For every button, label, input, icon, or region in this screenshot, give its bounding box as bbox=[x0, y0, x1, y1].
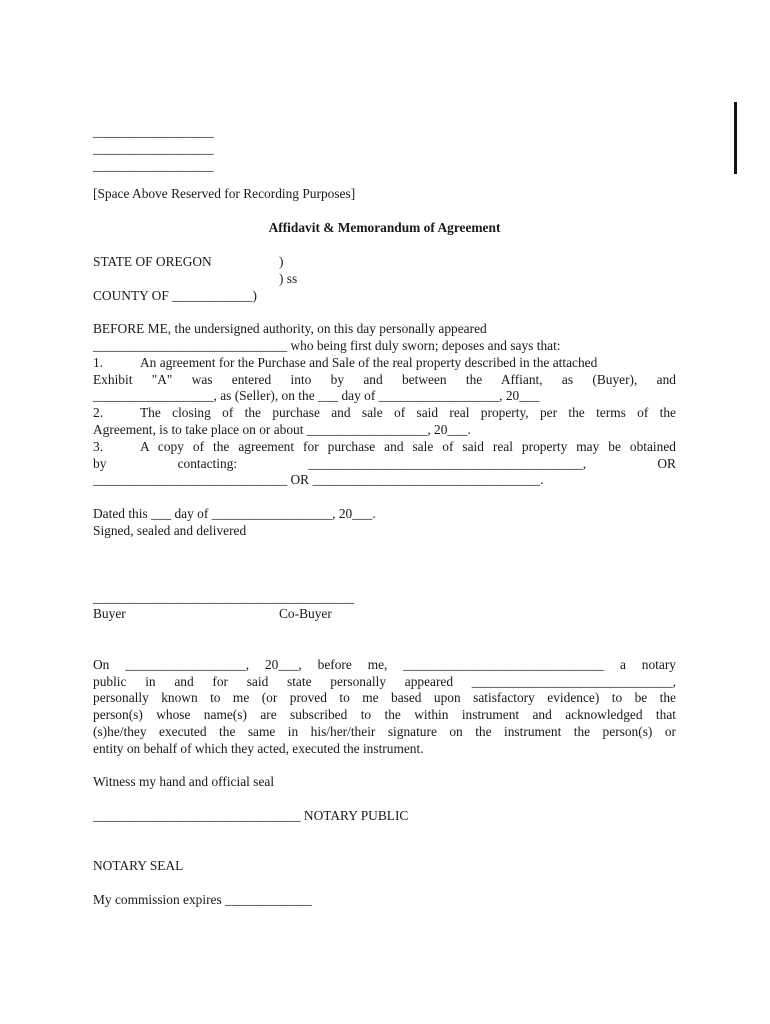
statement-text: An agreement for the Purchase and Sale of the real property described in the attached bbox=[140, 354, 598, 370]
statement-3 bbox=[93, 439, 676, 456]
contact-blank: _________________________________________, bbox=[308, 455, 587, 471]
ss-label: ) ss bbox=[279, 270, 298, 286]
intro-line-2: _____________________________ who being first duly sworn; deposes and says that: bbox=[93, 337, 561, 353]
intro-text: BEFORE ME, the undersigned authority, on this day personally appeared bbox=[93, 321, 487, 337]
buyer-label: Buyer bbox=[93, 606, 126, 622]
venue-caption bbox=[93, 254, 676, 304]
statement-number: 3. bbox=[93, 438, 104, 454]
affidavit-statements bbox=[93, 321, 676, 489]
statement-3-line-3: _____________________________ OR __________________________________. bbox=[93, 472, 544, 488]
statement-3-line-2 bbox=[93, 456, 676, 473]
notary-seal-label: NOTARY SEAL bbox=[93, 858, 184, 874]
recording-blank-line: __________________ bbox=[93, 124, 214, 139]
statement-1 bbox=[93, 355, 676, 372]
or-word: OR bbox=[657, 455, 676, 471]
statement-1-line-2: Exhibit "A" was entered into by and between the Affiant, as (Buyer), and bbox=[93, 371, 676, 387]
recording-blank-line: __________________ bbox=[93, 157, 214, 173]
commission-expires-line: My commission expires _____________ bbox=[93, 891, 313, 907]
recording-blank-lines bbox=[93, 124, 676, 174]
statement-2 bbox=[93, 405, 676, 422]
notary-line: person(s) whose name(s) are subscribed to the within instrument and acknowledged that bbox=[93, 707, 676, 723]
statement-2-line-2: Agreement, is to take place on or about __________________, 20___. bbox=[93, 421, 471, 437]
notary-line: (s)he/they executed the same in his/her/their signature on the instrument the person(s) or bbox=[93, 723, 676, 739]
statement-number: 2. bbox=[93, 405, 104, 421]
notary-line: entity on behalf of which they acted, executed the instrument. bbox=[93, 740, 424, 756]
contacting-word: contacting: bbox=[177, 455, 238, 471]
statement-text: A copy of the agreement for purchase and sale of said real property may be obtained bbox=[140, 438, 676, 454]
notary-line: public in and for said state personally appeared ______________________________, bbox=[93, 673, 676, 689]
notary-public-line: _______________________________ NOTARY PUBLIC bbox=[93, 807, 409, 823]
co-buyer-label: Co-Buyer bbox=[279, 606, 332, 622]
reserved-note: [Space Above Reserved for Recording Purposes] bbox=[93, 186, 356, 202]
by-word: by bbox=[93, 455, 107, 471]
dated-section bbox=[93, 506, 676, 540]
notary-line: On __________________, 20___, before me, ______________________________ a notary bbox=[93, 656, 676, 672]
county-label: COUNTY OF ____________) bbox=[93, 287, 257, 303]
dated-line: Dated this ___ day of __________________, 20___. bbox=[93, 505, 376, 521]
state-paren: ) bbox=[279, 253, 284, 269]
statement-number: 1. bbox=[93, 354, 104, 370]
recording-blank-line: __________________ bbox=[93, 140, 214, 156]
margin-change-bar bbox=[734, 102, 737, 174]
notary-acknowledgment bbox=[93, 657, 676, 758]
statement-text: The closing of the purchase and sale of said real property, per the terms of the bbox=[140, 405, 676, 421]
intro-line bbox=[93, 321, 676, 338]
statement-1-line-3: __________________, as (Seller), on the ___ day of __________________, 20___ bbox=[93, 388, 540, 404]
signature-line: _______________________________________ bbox=[93, 589, 355, 605]
witness-line: Witness my hand and official seal bbox=[93, 774, 275, 790]
notary-line: personally known to me (or proved to me based upon satisfactory evidence) to be the bbox=[93, 690, 676, 706]
signed-sealed-line: Signed, sealed and delivered bbox=[93, 522, 247, 538]
document-body bbox=[93, 124, 676, 909]
state-label: STATE OF OREGON bbox=[93, 253, 212, 269]
document-title: Affidavit & Memorandum of Agreement bbox=[268, 220, 501, 236]
signature-names bbox=[93, 606, 676, 623]
